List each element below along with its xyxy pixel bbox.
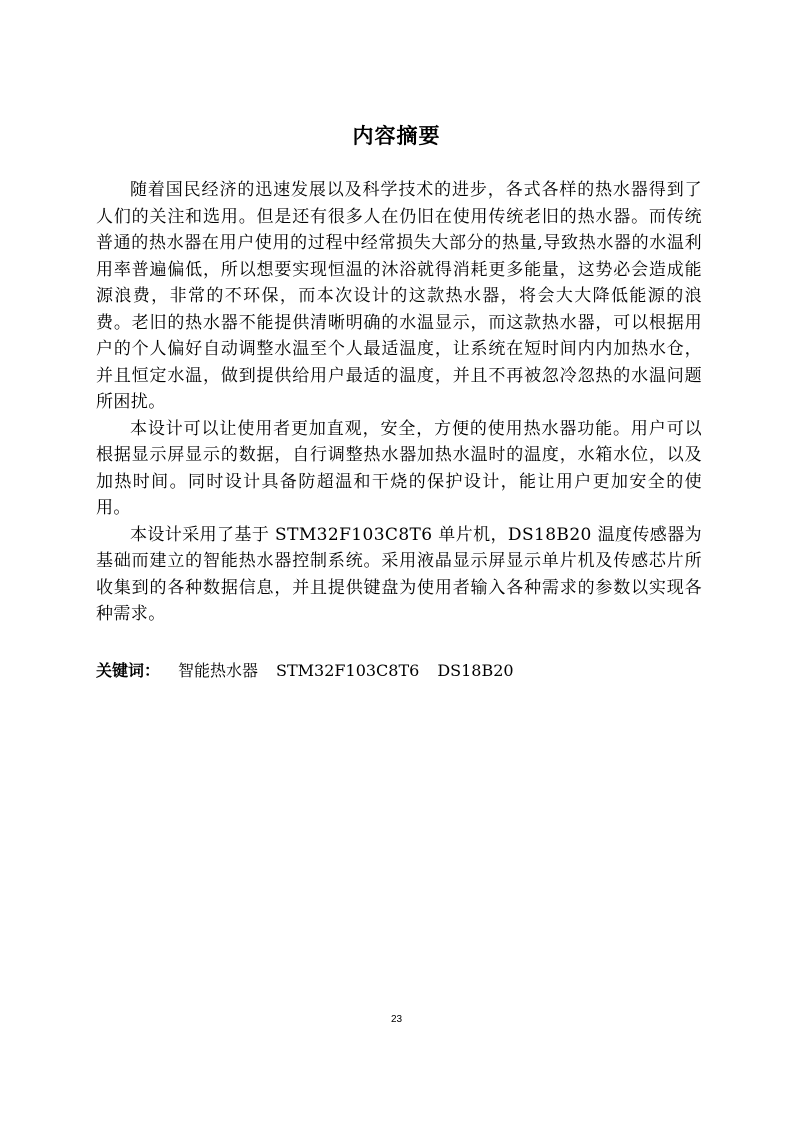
keywords-line	[96, 657, 702, 685]
abstract-body	[96, 177, 702, 628]
page-number: 23	[390, 1014, 403, 1025]
abstract-paragraph-1: 随着国民经济的迅速发展以及科学技术的进步，各式各样的热水器得到了人们的关注和选用。但是还有很多人在仍旧在使用传统老旧的热水器。而传统普通的热水器在用户使用的过程中经常损失大部分的热量,导致热水器的水温利用率普遍偏低，所以想要实现恒温的沐浴就得消耗更多能量，这势必会造成能源浪费，非常的不环保，而本次设计的这款热水器，将会大大降低能源的浪费。老旧的热水器不能提供清晰明确的水温显示，而这款热水器，可以根据用户的个人偏好自动调整水温至个人最适温度，让系统在短时间内内加热水仓，并且恒定水温，做到提供给用户最适的温度，并且不再被忽冷忽热的水温问题所困扰。	[96, 180, 702, 412]
keyword-item: STM32F103C8T6	[276, 661, 420, 680]
abstract-paragraph-2: 本设计可以让使用者更加直观，安全，方便的使用热水器功能。用户可以根据显示屏显示的数据，自行调整热水器加热水温时的温度，水箱水位，以及加热时间。同时设计具备防超温和干烧的保护设计，能让用户更加安全的使用。	[96, 418, 702, 518]
page-title: 内容摘要	[352, 124, 441, 148]
abstract-paragraph-3: 本设计采用了基于 STM32F103C8T6 单片机，DS18B20 温度传感器为基础而建立的智能热水器控制系统。采用液晶显示屏显示单片机及传感芯片所收集到的各种数据信息，并且提供键盘为使用者输入各种需求的参数以实现各种需求。	[96, 524, 702, 624]
keyword-item: 智能热水器	[178, 661, 259, 680]
keyword-item: DS18B20	[437, 661, 514, 680]
keywords-label: 关键词：	[96, 661, 161, 680]
